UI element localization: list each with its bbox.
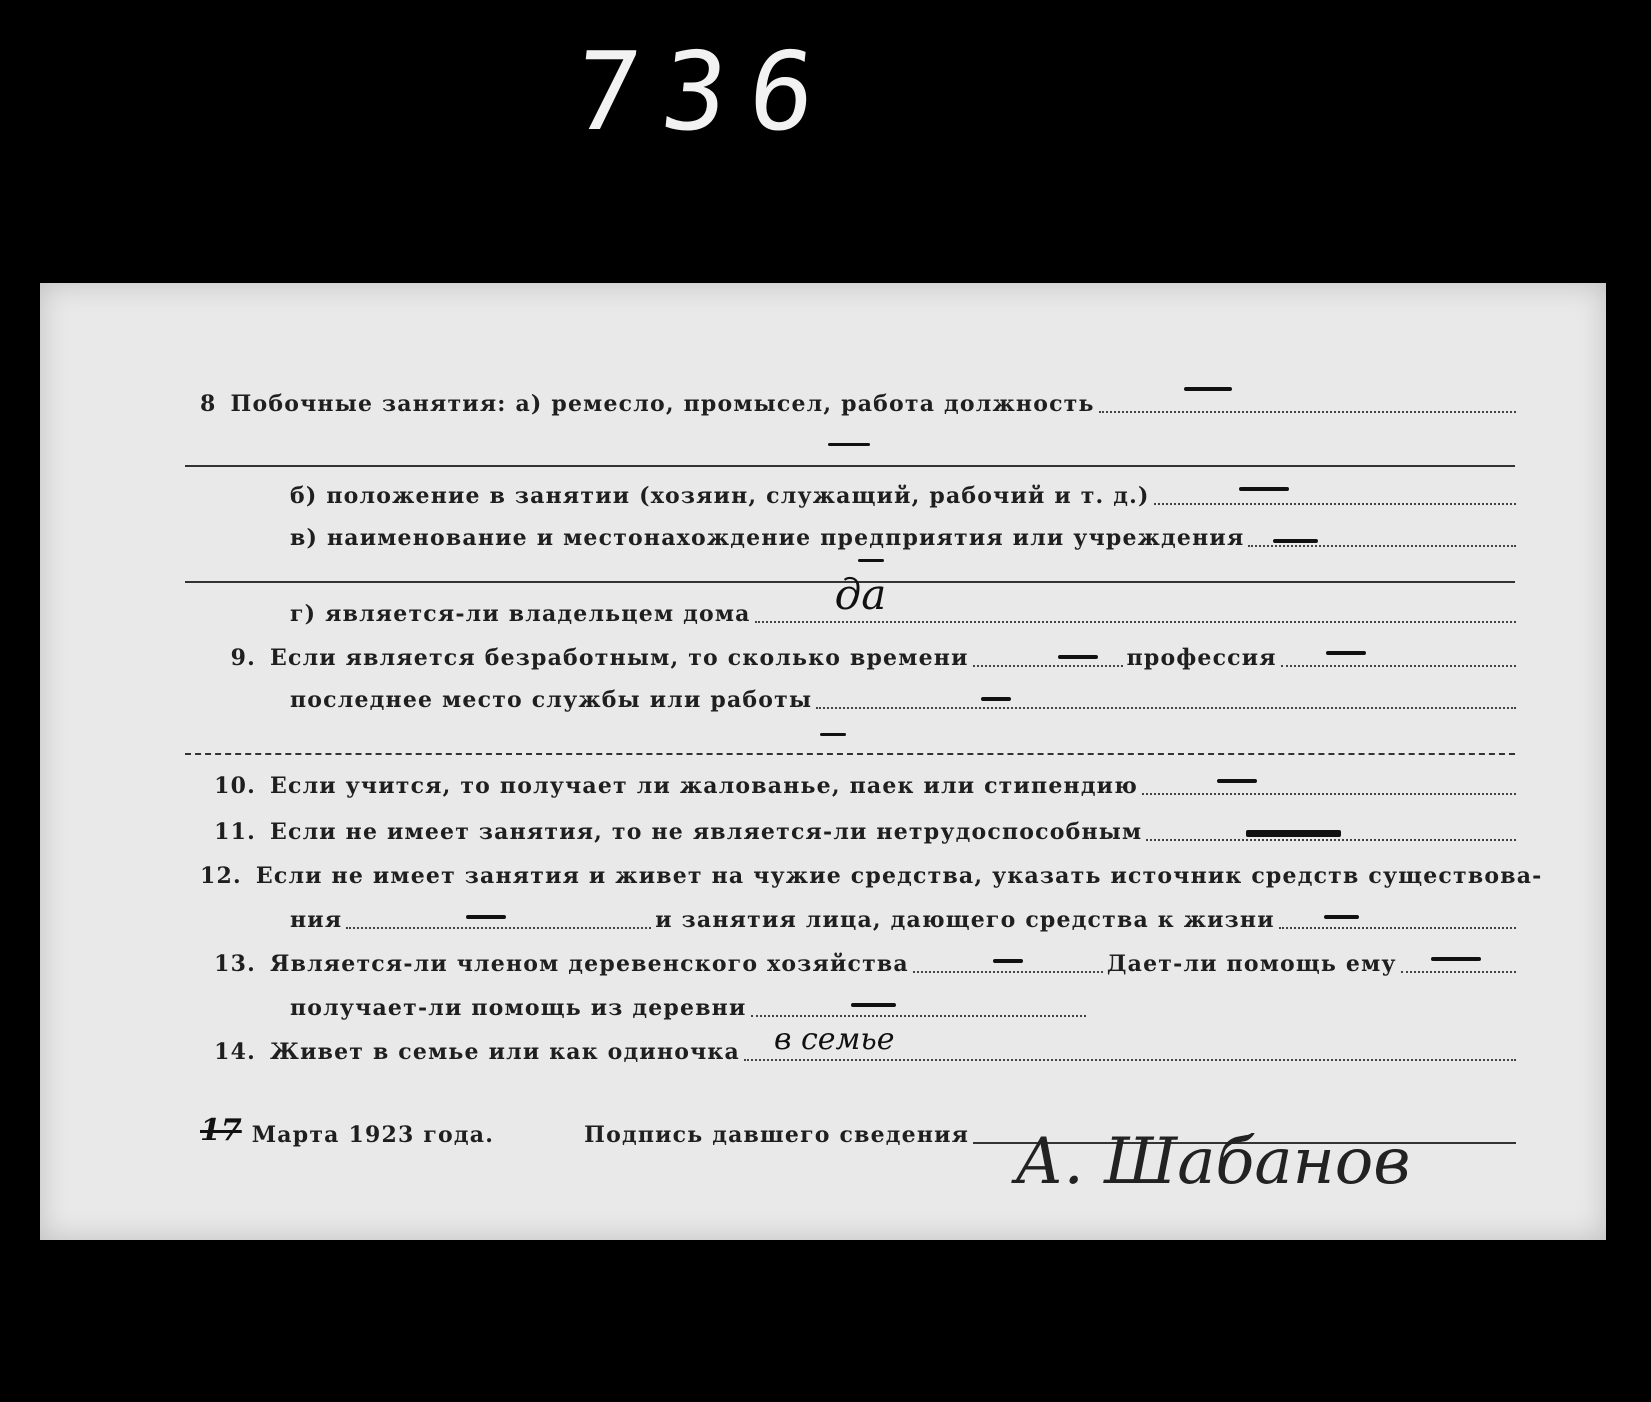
dash-mark bbox=[1326, 651, 1366, 655]
question-9-duration-field bbox=[973, 657, 1123, 667]
handwritten-signature bbox=[1005, 1103, 1525, 1223]
question-9-line2-row bbox=[290, 687, 1520, 713]
question-13-help-label: Дает-ли помощь ему bbox=[1106, 951, 1397, 977]
form-rule bbox=[185, 753, 1515, 755]
question-8-number: 8 bbox=[200, 391, 217, 417]
question-8a-field bbox=[1099, 403, 1516, 413]
dash-mark bbox=[828, 443, 870, 446]
question-12-number: 12. bbox=[200, 863, 242, 889]
footer-date-day: 17 bbox=[200, 1113, 242, 1148]
question-13-label: Является-ли членом деревенского хозяйства bbox=[270, 951, 909, 977]
question-9-last-job-label: последнее место службы или работы bbox=[290, 687, 813, 713]
question-12-row bbox=[200, 863, 1543, 889]
question-9-row bbox=[200, 645, 1520, 671]
dash-mark bbox=[1184, 387, 1232, 391]
dash-mark bbox=[466, 915, 506, 919]
question-13-row bbox=[200, 951, 1520, 977]
question-10-number: 10. bbox=[214, 773, 256, 799]
question-14-row bbox=[200, 1022, 1520, 1065]
question-13-village-help-field bbox=[751, 1007, 1087, 1017]
question-8a-label: Побочные занятия: а) ремесло, промысел, работа должность bbox=[230, 391, 1095, 417]
question-8b-row bbox=[290, 483, 1520, 509]
form-rule bbox=[185, 465, 1515, 467]
question-10-label: Если учится, то получает ли жалованье, паек или стипендию bbox=[270, 773, 1138, 799]
question-8v-row bbox=[290, 525, 1520, 551]
dash-mark bbox=[1239, 487, 1289, 491]
question-12-label: Если не имеет занятия и живет на чужие средства, указать источник средств существова- bbox=[255, 863, 1543, 889]
dash-mark bbox=[1273, 539, 1318, 543]
dash-mark bbox=[993, 959, 1023, 963]
question-8g-answer: да bbox=[834, 570, 887, 619]
question-14-answer: в семье bbox=[773, 1022, 895, 1057]
dash-mark bbox=[1217, 779, 1257, 783]
dash-mark bbox=[820, 733, 846, 736]
census-form-card bbox=[40, 283, 1606, 1240]
question-8b-field bbox=[1154, 495, 1516, 505]
question-14-number: 14. bbox=[214, 1039, 256, 1065]
question-13-line2-row bbox=[290, 995, 1090, 1021]
question-13-number: 13. bbox=[214, 951, 256, 977]
question-13-village-help-label: получает-ли помощь из деревни bbox=[290, 995, 747, 1021]
signature-label: Подпись давшего сведения bbox=[584, 1122, 970, 1148]
dash-mark bbox=[1246, 830, 1341, 837]
question-12-line2-rest: и занятия лица, дающего средства к жизни bbox=[655, 907, 1275, 933]
dash-mark bbox=[1058, 655, 1098, 659]
question-12-line2-start: ния bbox=[290, 907, 343, 933]
question-11-label: Если не имеет занятия, то не является-ли нетрудоспособным bbox=[270, 819, 1143, 845]
question-8v-label: в) наименование и местонахождение предприятия или учреждения bbox=[290, 525, 1245, 551]
question-13-member-field bbox=[913, 963, 1103, 973]
question-8g-row bbox=[290, 570, 1520, 627]
signature-text: А. Шабанов bbox=[1015, 1125, 1411, 1199]
dash-mark bbox=[1431, 957, 1481, 961]
question-8g-field bbox=[755, 570, 1516, 623]
question-12-line2-row bbox=[290, 907, 1520, 933]
question-9-last-job-field bbox=[816, 699, 1516, 709]
question-8v-field bbox=[1248, 537, 1516, 547]
question-14-field bbox=[744, 1022, 1516, 1061]
footer-date-text: Марта 1923 года. bbox=[251, 1122, 495, 1148]
dash-mark bbox=[858, 559, 884, 562]
question-11-row bbox=[200, 819, 1520, 845]
question-9-profession-field bbox=[1281, 657, 1516, 667]
question-13-help-field bbox=[1401, 963, 1516, 973]
question-8b-label: б) положение в занятии (хозяин, служащий, рабочий и т. д.) bbox=[290, 483, 1150, 509]
frame-number: 736 bbox=[568, 30, 843, 155]
question-10-row bbox=[200, 773, 1520, 799]
dash-mark bbox=[981, 697, 1011, 701]
question-8g-label: г) является-ли владельцем дома bbox=[290, 601, 751, 627]
question-14-label: Живет в семье или как одиночка bbox=[270, 1039, 740, 1065]
question-12-provider-field bbox=[1279, 919, 1516, 929]
question-12-source-field bbox=[346, 919, 651, 929]
question-9-label: Если является безработным, то сколько времени bbox=[270, 645, 969, 671]
question-9-profession-label: профессия bbox=[1126, 645, 1277, 671]
question-9-number: 9. bbox=[230, 645, 256, 671]
dash-mark bbox=[1324, 915, 1359, 919]
question-11-field bbox=[1146, 831, 1516, 841]
question-10-field bbox=[1142, 785, 1516, 795]
dash-mark bbox=[851, 1003, 896, 1007]
question-8a-row bbox=[200, 391, 1520, 417]
question-11-number: 11. bbox=[214, 819, 256, 845]
